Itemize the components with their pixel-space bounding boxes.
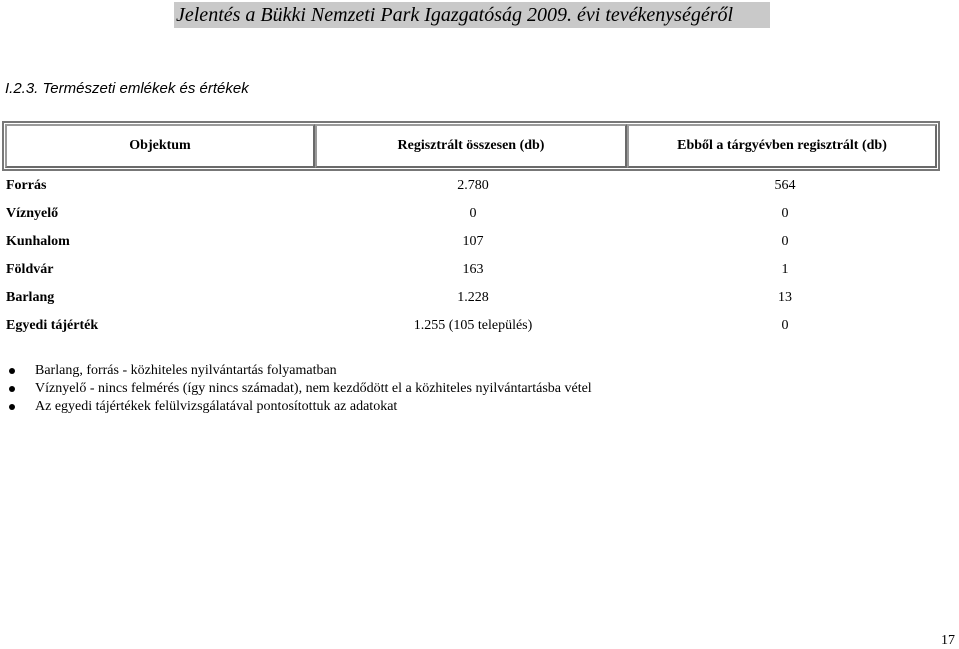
row-year: 564 bbox=[774, 178, 796, 193]
table-row bbox=[0, 230, 959, 254]
row-total: 107 bbox=[462, 234, 484, 249]
row-year: 0 bbox=[781, 206, 789, 221]
row-name: Forrás bbox=[6, 178, 47, 193]
row-year: 1 bbox=[781, 262, 789, 277]
bullet-icon bbox=[9, 386, 15, 392]
bullet-icon bbox=[9, 368, 15, 374]
row-total: 163 bbox=[462, 262, 484, 277]
bullet-icon bbox=[9, 404, 15, 410]
table-header bbox=[5, 124, 937, 168]
table-row bbox=[0, 286, 959, 310]
column-header-year: Ebből a tárgyévben regisztrált (db) bbox=[627, 124, 937, 168]
list-item bbox=[0, 380, 592, 398]
row-name: Kunhalom bbox=[6, 234, 70, 249]
note-text: Barlang, forrás - közhiteles nyilvántartás folyamatban bbox=[35, 363, 337, 378]
row-total: 1.255 (105 település) bbox=[413, 318, 533, 333]
column-header-object: Objektum bbox=[5, 124, 315, 168]
row-year: 0 bbox=[781, 318, 789, 333]
row-total: 0 bbox=[469, 206, 477, 221]
row-name: Víznyelő bbox=[6, 206, 59, 221]
column-header-total: Regisztrált összesen (db) bbox=[315, 124, 627, 168]
note-text: Az egyedi tájértékek felülvizsgálatával pontosítottuk az adatokat bbox=[35, 399, 398, 414]
notes-list bbox=[0, 362, 592, 416]
section-heading: I.2.3. Természeti emlékek és értékek bbox=[5, 80, 249, 97]
page-number: 17 bbox=[941, 633, 955, 648]
note-text: Víznyelő - nincs felmérés (így nincs számadat), nem kezdődött el a közhiteles nyilvántartásba vétel bbox=[35, 381, 592, 396]
row-year: 0 bbox=[781, 234, 789, 249]
row-total: 1.228 bbox=[457, 290, 489, 305]
table-row bbox=[0, 258, 959, 282]
row-name: Földvár bbox=[6, 262, 54, 277]
row-name: Egyedi tájérték bbox=[6, 318, 99, 333]
table-row bbox=[0, 314, 959, 338]
row-name: Barlang bbox=[6, 290, 55, 305]
table-row bbox=[0, 174, 959, 198]
list-item bbox=[0, 362, 592, 380]
document-title: Jelentés a Bükki Nemzeti Park Igazgatóság 2009. évi tevékenységéről bbox=[176, 4, 734, 26]
list-item bbox=[0, 398, 592, 416]
table-row bbox=[0, 202, 959, 226]
row-year: 13 bbox=[778, 290, 792, 305]
row-total: 2.780 bbox=[457, 178, 489, 193]
